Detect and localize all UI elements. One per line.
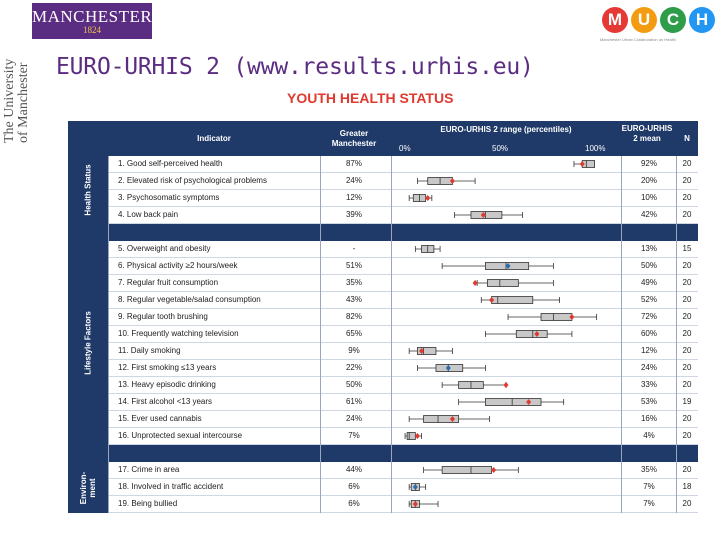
boxplot bbox=[391, 394, 621, 410]
gm-value: 50% bbox=[345, 380, 362, 389]
gm-value: - bbox=[352, 244, 356, 253]
table-row bbox=[108, 156, 698, 173]
n-value: 20 bbox=[682, 431, 692, 440]
mean-value: 92% bbox=[640, 159, 657, 168]
table-row bbox=[108, 207, 698, 224]
indicator-label: 9. Regular tooth brushing bbox=[118, 312, 208, 321]
boxplot bbox=[391, 207, 621, 223]
boxplot bbox=[391, 411, 621, 427]
iqr-box bbox=[471, 212, 502, 219]
range-plot bbox=[391, 326, 621, 342]
scale-label-0: 0% bbox=[399, 144, 411, 153]
indicator-label: 6. Physical activity ≥2 hours/week bbox=[118, 261, 238, 270]
table-row bbox=[108, 462, 698, 479]
n-value: 20 bbox=[682, 295, 692, 304]
table-row bbox=[108, 190, 698, 207]
range-plot bbox=[391, 462, 621, 478]
mean-value: 12% bbox=[640, 346, 657, 355]
mean-value: 60% bbox=[640, 329, 657, 338]
iqr-box bbox=[541, 314, 572, 321]
much-logo bbox=[600, 4, 718, 46]
indicator-label: 16. Unprotected sexual intercourse bbox=[118, 431, 243, 440]
indicator-label: 10. Frequently watching television bbox=[118, 329, 239, 338]
n-value: 20 bbox=[682, 499, 692, 508]
n-value: 18 bbox=[682, 482, 692, 491]
gm-value: 44% bbox=[345, 465, 362, 474]
indicator-label: 5. Overweight and obesity bbox=[118, 244, 211, 253]
column-divider bbox=[621, 156, 622, 513]
column-divider bbox=[391, 156, 392, 513]
iqr-box bbox=[407, 433, 415, 440]
range-plot bbox=[391, 360, 621, 376]
mean-value: 20% bbox=[640, 176, 657, 185]
table-row bbox=[108, 343, 698, 360]
table-row bbox=[108, 309, 698, 326]
range-plot bbox=[391, 190, 621, 206]
n-value: 19 bbox=[682, 397, 692, 406]
indicator-label: 7. Regular fruit consumption bbox=[118, 278, 219, 287]
boxplot bbox=[391, 428, 621, 444]
mean-value: 52% bbox=[640, 295, 657, 304]
indicator-label: 12. First smoking ≤13 years bbox=[118, 363, 217, 372]
table-row bbox=[108, 326, 698, 343]
range-plot bbox=[391, 292, 621, 308]
section-title: YOUTH HEALTH STATUS bbox=[287, 90, 454, 106]
gm-value: 35% bbox=[345, 278, 362, 287]
range-plot bbox=[391, 411, 621, 427]
mean-value: 50% bbox=[640, 261, 657, 270]
mean-value: 72% bbox=[640, 312, 657, 321]
n-value: 20 bbox=[682, 261, 692, 270]
range-plot bbox=[391, 377, 621, 393]
table-row bbox=[108, 377, 698, 394]
table-row bbox=[108, 394, 698, 411]
range-plot bbox=[391, 479, 621, 495]
section-label-box bbox=[68, 241, 108, 445]
gm-value: 24% bbox=[345, 176, 362, 185]
iqr-box bbox=[485, 399, 541, 406]
table-row bbox=[108, 275, 698, 292]
table-row bbox=[108, 241, 698, 258]
university-wordmark bbox=[2, 40, 32, 145]
range-plot bbox=[391, 275, 621, 291]
n-value: 20 bbox=[682, 363, 692, 372]
range-plot bbox=[391, 258, 621, 274]
scale-label-50: 50% bbox=[492, 144, 509, 153]
boxplot bbox=[391, 156, 621, 172]
range-plot bbox=[391, 241, 621, 257]
range-plot bbox=[391, 343, 621, 359]
table-row bbox=[108, 173, 698, 190]
section-label: Lifestyle Factors bbox=[83, 311, 93, 375]
n-value: 20 bbox=[682, 465, 692, 474]
boxplot bbox=[391, 479, 621, 495]
indicator-label: 13. Heavy episodic drinking bbox=[118, 380, 216, 389]
indicator-label: 19. Being bullied bbox=[118, 499, 178, 508]
gm-value: 22% bbox=[345, 363, 362, 372]
n-value: 20 bbox=[682, 414, 692, 423]
table-row bbox=[108, 411, 698, 428]
n-value: 20 bbox=[682, 312, 692, 321]
boxplot bbox=[391, 241, 621, 257]
table-row bbox=[108, 428, 698, 445]
logo-year: 1824 bbox=[83, 25, 101, 35]
range-plot bbox=[391, 207, 621, 223]
results-table bbox=[68, 121, 698, 512]
gm-value: 51% bbox=[345, 261, 362, 270]
mean-value: 16% bbox=[640, 414, 657, 423]
section-separator bbox=[68, 224, 698, 241]
n-value: 20 bbox=[682, 176, 692, 185]
header-range: EURO-URHIS 2 range (percentiles) bbox=[440, 125, 572, 134]
n-value: 20 bbox=[682, 193, 692, 202]
page-title: EURO-URHIS 2 (www.results.urhis.eu) bbox=[56, 54, 534, 80]
gm-value: 12% bbox=[345, 193, 362, 202]
table-row bbox=[108, 258, 698, 275]
table-row bbox=[108, 360, 698, 377]
scale-label-100: 100% bbox=[585, 144, 606, 153]
gm-value: 24% bbox=[345, 414, 362, 423]
column-divider bbox=[108, 156, 109, 513]
mean-value: 13% bbox=[640, 244, 657, 253]
indicator-label: 3. Psychosomatic symptoms bbox=[118, 193, 220, 202]
mean-value: 33% bbox=[640, 380, 657, 389]
indicator-label: 2. Elevated risk of psychological problems bbox=[118, 176, 267, 185]
table-row bbox=[108, 479, 698, 496]
much-letter-u: U bbox=[631, 7, 657, 33]
boxplot bbox=[391, 377, 621, 393]
much-tagline: Manchester Urban Collaboration on Health bbox=[600, 37, 676, 42]
n-value: 20 bbox=[682, 210, 692, 219]
gm-value: 6% bbox=[348, 499, 360, 508]
iqr-box bbox=[516, 331, 547, 338]
university-text: The University of Manchester bbox=[2, 58, 31, 143]
boxplot bbox=[391, 462, 621, 478]
mean-value: 10% bbox=[640, 193, 657, 202]
table-header bbox=[68, 121, 698, 156]
range-plot bbox=[391, 394, 621, 410]
column-divider bbox=[320, 156, 321, 513]
n-value: 20 bbox=[682, 380, 692, 389]
section-label: Health Status bbox=[83, 164, 93, 216]
gm-value: 7% bbox=[348, 431, 360, 440]
mean-value: 53% bbox=[640, 397, 657, 406]
gm-value: 82% bbox=[345, 312, 362, 321]
boxplot bbox=[391, 496, 621, 512]
much-letter-c: C bbox=[660, 7, 686, 33]
n-value: 20 bbox=[682, 346, 692, 355]
indicator-label: 4. Low back pain bbox=[118, 210, 179, 219]
range-plot bbox=[391, 309, 621, 325]
n-value: 20 bbox=[682, 329, 692, 338]
mean-value: 42% bbox=[640, 210, 657, 219]
boxplot bbox=[391, 326, 621, 342]
gm-value: 9% bbox=[348, 346, 360, 355]
iqr-box bbox=[487, 280, 518, 287]
n-value: 20 bbox=[682, 159, 692, 168]
manchester-logo bbox=[32, 3, 152, 39]
section-label: Environ- ment bbox=[79, 471, 97, 504]
range-plot bbox=[391, 156, 621, 172]
indicator-label: 1. Good self-perceived health bbox=[118, 159, 223, 168]
indicator-label: 15. Ever used cannabis bbox=[118, 414, 202, 423]
gm-value: 65% bbox=[345, 329, 362, 338]
mean-value: 35% bbox=[640, 465, 657, 474]
gm-value: 61% bbox=[345, 397, 362, 406]
mean-value: 24% bbox=[640, 363, 657, 372]
table-row bbox=[108, 292, 698, 309]
table-row bbox=[108, 496, 698, 513]
boxplot bbox=[391, 173, 621, 189]
boxplot bbox=[391, 258, 621, 274]
iqr-box bbox=[442, 467, 491, 474]
gm-value: 39% bbox=[345, 210, 362, 219]
n-value: 15 bbox=[682, 244, 692, 253]
much-letter-m: M bbox=[602, 7, 628, 33]
range-plot bbox=[391, 496, 621, 512]
header-gm: Greater Manchester bbox=[331, 129, 377, 148]
mean-value: 7% bbox=[643, 499, 655, 508]
gm-marker bbox=[504, 382, 509, 388]
boxplot bbox=[391, 190, 621, 206]
gm-value: 87% bbox=[345, 159, 362, 168]
gm-value: 6% bbox=[348, 482, 360, 491]
boxplot bbox=[391, 292, 621, 308]
mean-value: 4% bbox=[643, 431, 655, 440]
much-letter-h: H bbox=[689, 7, 715, 33]
gm-value: 43% bbox=[345, 295, 362, 304]
indicator-label: 17. Crime in area bbox=[118, 465, 180, 474]
header-mean: EURO-URHIS 2 mean bbox=[621, 124, 673, 143]
column-divider bbox=[676, 156, 677, 513]
indicator-label: 8. Regular vegetable/salad consumption bbox=[118, 295, 261, 304]
section-label-box bbox=[68, 462, 108, 513]
n-value: 20 bbox=[682, 278, 692, 287]
indicator-label: 11. Daily smoking bbox=[118, 346, 181, 355]
indicator-label: 18. Involved in traffic accident bbox=[118, 482, 224, 491]
header-indicator: Indicator bbox=[197, 134, 231, 143]
mean-value: 49% bbox=[640, 278, 657, 287]
header-n: N bbox=[684, 134, 690, 143]
section-separator bbox=[68, 445, 698, 462]
logo-name: MANCHESTER bbox=[32, 7, 153, 26]
range-plot bbox=[391, 428, 621, 444]
boxplot bbox=[391, 275, 621, 291]
mean-value: 7% bbox=[643, 482, 655, 491]
indicator-label: 14. First alcohol <13 years bbox=[118, 397, 213, 406]
section-label-box bbox=[68, 156, 108, 224]
boxplot bbox=[391, 309, 621, 325]
boxplot bbox=[391, 343, 621, 359]
range-plot bbox=[391, 173, 621, 189]
boxplot bbox=[391, 360, 621, 376]
